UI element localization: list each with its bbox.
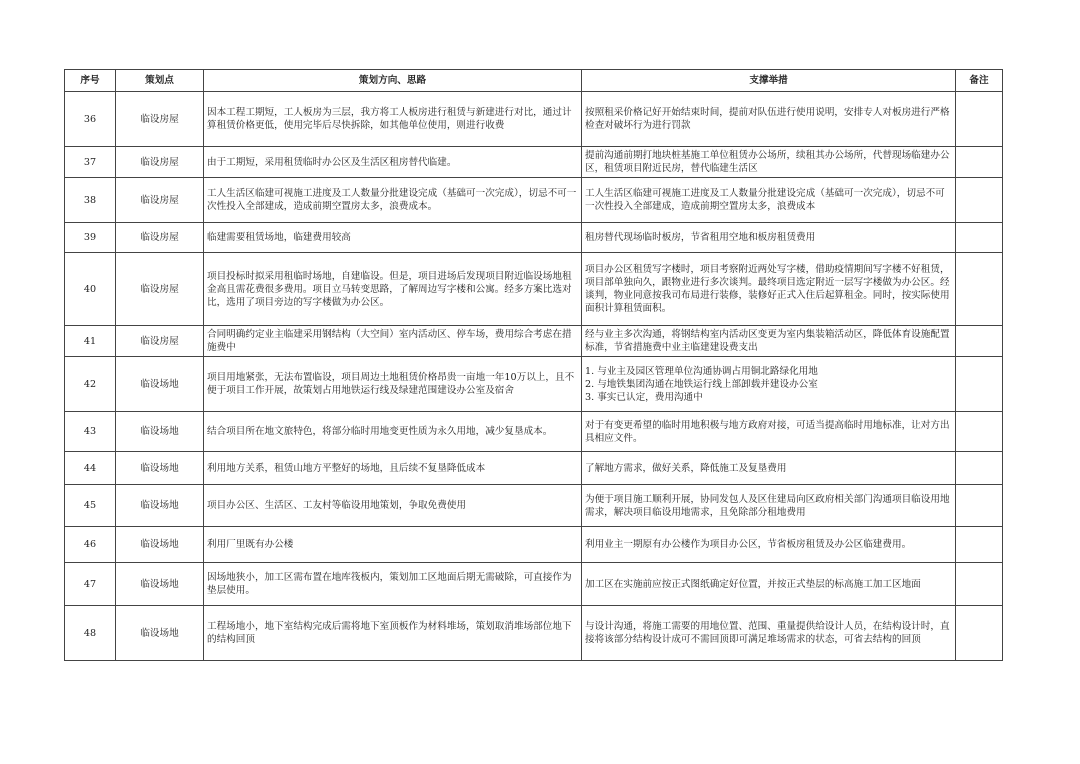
row-direction: 由于工期短，采用租赁临时办公区及生活区租房替代临建。 [207, 156, 457, 168]
row-direction-cell [204, 412, 582, 452]
row-planning-point: 临设场地 [140, 578, 179, 590]
row-measure: 1. 与业主及园区管理单位沟通协调占用铜北路绿化用地 2. 与地铁集团沟通在地铁运行线上部卸载并建设办公室 3. 事实已认定，费用沟通中 [585, 365, 818, 403]
row-planning-point: 临设房屋 [140, 156, 179, 168]
row-planning-point-cell [116, 485, 204, 527]
row-planning-point-cell [116, 178, 204, 223]
row-measure-cell [582, 412, 956, 452]
row-number: 41 [83, 335, 97, 347]
row-measure: 提前沟通前期打地块桩基施工单位租赁办公场所，续租其办公场所，代替现场临建办公区，租赁项目附近民房，替代临建生活区 [585, 150, 950, 174]
row-direction-cell [204, 223, 582, 253]
row-direction-cell [204, 606, 582, 661]
row-measure-cell [582, 178, 956, 223]
row-note-cell [956, 92, 1003, 147]
row-number-cell [65, 563, 116, 606]
row-measure: 租房替代现场临时板房，节省租用空地和板房租赁费用 [585, 232, 816, 243]
row-planning-point-cell [116, 147, 204, 178]
table-row [65, 485, 1003, 527]
row-number: 48 [83, 627, 97, 639]
row-number: 40 [83, 283, 97, 295]
row-direction-cell [204, 563, 582, 606]
row-planning-point-cell [116, 92, 204, 147]
row-planning-point: 临设房屋 [140, 283, 179, 295]
row-planning-point: 临设房屋 [140, 335, 179, 347]
table-row [65, 527, 1003, 563]
table-row [65, 326, 1003, 357]
row-direction-cell [204, 92, 582, 147]
row-measure-cell [582, 606, 956, 661]
table-row [65, 92, 1003, 147]
row-measure-cell [582, 223, 956, 253]
row-measure: 利用业主一期原有办公楼作为项目办公区，节省板房租赁及办公区临建费用。 [585, 539, 912, 550]
row-number-cell [65, 485, 116, 527]
row-measure: 项目办公区租赁写字楼时，项目考察附近两处写字楼，借助疫情期间写字楼不好租赁，项目部单独向久，跟物业进行多次谈判。最终项目选定附近一层写字楼做为办公区。经谈判，物业同意按我司布局进行装修，装修好正式入住后起算租金。同时，按实际使用面积计算租赁面积。 [585, 264, 950, 314]
row-planning-point: 临设场地 [140, 462, 179, 474]
table-row [65, 606, 1003, 661]
row-note-cell [956, 326, 1003, 357]
planning-table-sheet [64, 69, 1002, 661]
row-measure: 按照租采价格记好开始结束时间，提前对队伍进行使用说明，安排专人对板房进行严格检查对破坏行为进行罚款 [585, 107, 950, 131]
row-note-cell [956, 606, 1003, 661]
row-measure: 加工区在实施前应按正式图纸确定好位置，并按正式垫层的标高施工加工区地面 [585, 578, 921, 590]
row-planning-point-cell [116, 223, 204, 253]
row-note-cell [956, 178, 1003, 223]
row-planning-point: 临设房屋 [140, 194, 179, 206]
row-number: 42 [83, 378, 97, 390]
row-direction: 利用地方关系，租赁山地方平整好的场地，且后续不复垦降低成本 [207, 462, 486, 474]
row-planning-point-cell [116, 563, 204, 606]
row-measure: 与设计沟通，将施工需要的用地位置、范围、重量提供给设计人员，在结构设计时，直接将该部分结构设计成可不需回顶即可满足堆场需求的状态，可省去结构的回顶 [585, 621, 950, 645]
row-measure: 了解地方需求，做好关系，降低施工及复垦费用 [585, 462, 787, 474]
row-direction: 工程场地小，地下室结构完成后需将地下室顶板作为材料堆场，策划取消堆场部位地下的结构回顶 [207, 621, 572, 645]
row-measure-cell [582, 253, 956, 326]
row-planning-point-cell [116, 452, 204, 485]
row-number-cell [65, 452, 116, 485]
table-row [65, 223, 1003, 253]
header-seq: 序号 [65, 70, 116, 92]
row-direction: 因场地狭小，加工区需布置在地库筏板内，策划加工区地面后期无需破除，可直接作为垫层使用。 [207, 572, 572, 596]
row-planning-point: 临设房屋 [140, 113, 179, 125]
row-number-cell [65, 412, 116, 452]
row-note-cell [956, 223, 1003, 253]
row-measure: 工人生活区临建可视施工进度及工人数量分批建设完成（基础可一次完成），切忌不可一次性投入全部建成，造成前期空置房太多，浪费成本 [585, 188, 945, 212]
row-number-cell [65, 326, 116, 357]
header-direction: 策划方向、思路 [204, 70, 582, 92]
row-measure: 经与业主多次沟通，将钢结构室内活动区变更为室内集装箱活动区，降低体育设施配置标准，节省措施费中业主临建建设费支出 [585, 329, 950, 353]
row-measure-cell [582, 563, 956, 606]
row-measure-cell [582, 357, 956, 412]
row-note-cell [956, 357, 1003, 412]
row-number-cell [65, 606, 116, 661]
row-measure-cell [582, 147, 956, 178]
row-note-cell [956, 147, 1003, 178]
row-number: 43 [83, 426, 97, 437]
row-number-cell [65, 527, 116, 563]
row-note-cell [956, 527, 1003, 563]
row-direction: 结合项目所在地文旅特色，将部分临时用地变更性质为永久用地，减少复垦成本。 [207, 426, 553, 437]
header-measures: 支撑举措 [582, 70, 956, 92]
row-number: 44 [83, 462, 97, 474]
row-planning-point: 临设房屋 [140, 232, 179, 243]
row-direction-cell [204, 178, 582, 223]
row-planning-point-cell [116, 412, 204, 452]
row-measure-cell [582, 527, 956, 563]
row-direction: 工人生活区临建可视施工进度及工人数量分批建设完成（基础可一次完成），切忌不可一次性投入全部建成，造成前期空置房太多，浪费成本。 [207, 188, 577, 212]
row-number-cell [65, 147, 116, 178]
table-row [65, 357, 1003, 412]
row-number: 46 [83, 539, 97, 550]
row-number-cell [65, 223, 116, 253]
row-number: 45 [83, 500, 97, 511]
row-note-cell [956, 412, 1003, 452]
row-measure-cell [582, 452, 956, 485]
row-direction-cell [204, 485, 582, 527]
row-number: 47 [83, 578, 97, 590]
table-row [65, 178, 1003, 223]
row-direction-cell [204, 357, 582, 412]
row-planning-point-cell [116, 326, 204, 357]
table-row [65, 452, 1003, 485]
row-number: 37 [83, 156, 97, 168]
row-measure: 对于有变更希望的临时用地积极与地方政府对接，可适当提高临时用地标准，让对方出具相应文件。 [585, 419, 950, 444]
table-row [65, 412, 1003, 452]
row-planning-point: 临设场地 [140, 627, 179, 639]
table-row [65, 253, 1003, 326]
row-direction: 项目投标时拟采用租临时场地，自建临设。但是，项目进场后发现项目附近临设场地租金高且需花费很多费用。项目立马转变思路，了解周边写字楼和公寓。经多方案比选对比，选用了项目旁边的写字楼做为办公区。 [207, 270, 572, 308]
row-planning-point-cell [116, 253, 204, 326]
header-remarks: 备注 [956, 70, 1003, 92]
row-note-cell [956, 563, 1003, 606]
row-planning-point-cell [116, 357, 204, 412]
row-direction: 因本工程工期短，工人板房为三层，我方将工人板房进行租赁与新建进行对比，通过计算租赁价格更低，使用完毕后尽快拆除，如其他单位使用，则进行收费 [207, 107, 572, 131]
row-note-cell [956, 253, 1003, 326]
row-planning-point: 临设场地 [140, 539, 179, 550]
row-measure-cell [582, 485, 956, 527]
row-number: 36 [83, 113, 97, 125]
row-planning-point: 临设场地 [140, 500, 179, 511]
row-number-cell [65, 178, 116, 223]
row-planning-point-cell [116, 527, 204, 563]
row-direction: 利用厂里既有办公楼 [207, 539, 294, 550]
row-measure-cell [582, 92, 956, 147]
row-measure-cell [582, 326, 956, 357]
row-number-cell [65, 92, 116, 147]
row-direction-cell [204, 147, 582, 178]
row-number-cell [65, 253, 116, 326]
row-note-cell [956, 485, 1003, 527]
table-header-row [65, 70, 1003, 92]
planning-table [64, 69, 1003, 661]
row-planning-point-cell [116, 606, 204, 661]
row-direction: 合同明确约定业主临建采用钢结构（大空间）室内活动区、停车场，费用综合考虑在措施费中 [207, 329, 572, 353]
row-measure: 为便于项目施工顺利开展，协同发包人及区住建局向区政府相关部门沟通项目临设用地需求，解决项目临设用地需求，且免除部分租地费用 [585, 493, 950, 518]
row-note-cell [956, 452, 1003, 485]
row-direction-cell [204, 326, 582, 357]
row-direction-cell [204, 253, 582, 326]
row-number-cell [65, 357, 116, 412]
table-row [65, 147, 1003, 178]
row-planning-point: 临设场地 [140, 426, 179, 437]
row-number: 38 [83, 194, 97, 206]
row-direction: 项目办公区、生活区、工友村等临设用地策划，争取免费使用 [207, 500, 467, 511]
row-direction-cell [204, 527, 582, 563]
row-direction: 临建需要租赁场地，临建费用较高 [207, 232, 351, 243]
row-direction: 项目用地紧张，无法布置临设，项目周边土地租赁价格昂贵一亩地一年10万以上，且不便于项目工作开展，故策划占用地铁运行线及绿建范围建设办公室及宿舍 [207, 372, 575, 396]
table-row [65, 563, 1003, 606]
row-direction-cell [204, 452, 582, 485]
header-planning-point: 策划点 [116, 70, 204, 92]
row-planning-point: 临设场地 [140, 378, 179, 390]
row-number: 39 [83, 232, 97, 243]
